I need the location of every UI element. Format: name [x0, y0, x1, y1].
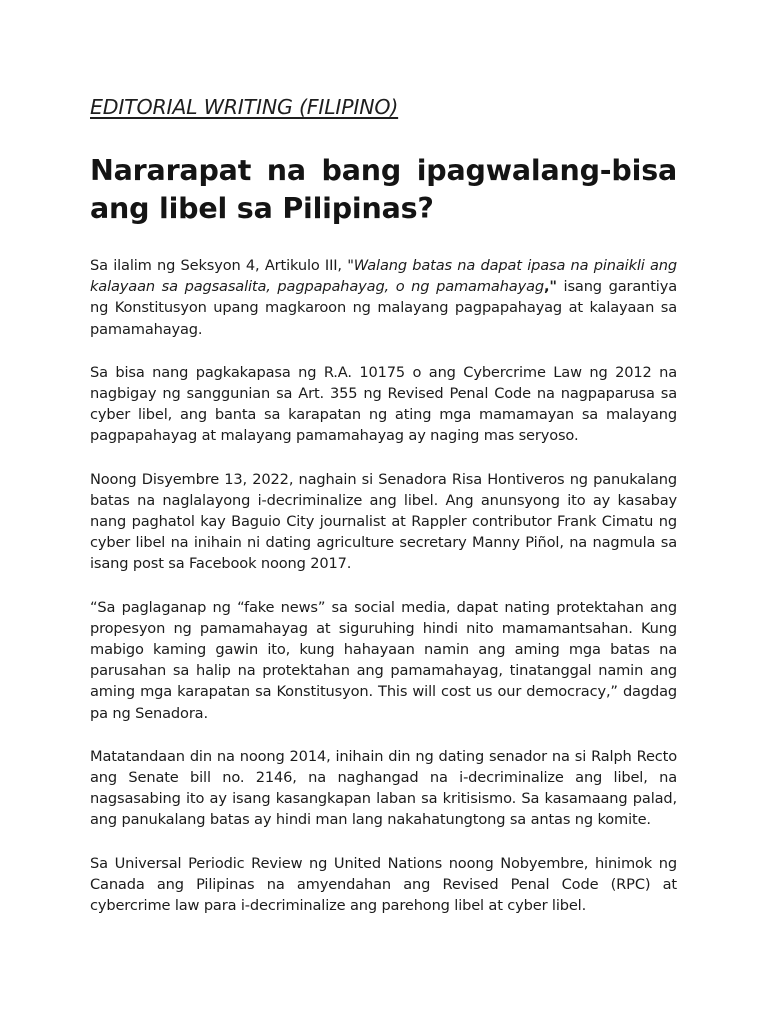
headline: Nararapat na bang ipagwalang-bisa ang libel sa Pilipinas?: [90, 154, 677, 225]
constitution-quote: "Walang batas na dapat ipasa na pinaikli ang kalayaan sa pagsasalita, pagpapahayag, o ng pamamahayag: [90, 257, 677, 296]
paragraph-3: Noong Disyembre 13, 2022, naghain si Senadora Risa Hontiveros ng panukalang batas na naglalayong i-decriminalize ang libel. Ang anunsyong ito ay kasabay nang paghatol kay Baguio City journalist at Rappler contributor Frank Cimatu ng cyber libel na inihain ni dating agriculture secretary Manny Piñol, na nagmula sa isang post sa Facebook noong 2017.: [90, 470, 677, 573]
paragraph-2: Sa bisa nang pagkakapasa ng R.A. 10175 o ang Cybercrime Law ng 2012 na nagbigay ng sanggunian sa Art. 355 ng Revised Penal Code na nagpaparusa sa cyber libel, ang banta sa karapatan ng ating mga mamamayan sa malayang pagpapahayag at malayang pamamahayag ay naging mas seryoso.: [90, 363, 677, 445]
paragraph-1: [90, 255, 677, 340]
document-page: [90, 93, 677, 938]
section-label: EDITORIAL WRITING (FILIPINO): [90, 95, 399, 119]
paragraph-5: Matatandaan din na noong 2014, inihain din ng dating senador na si Ralph Recto ang Senate bill no. 2146, na naghangad na i-decriminalize ang libel, na nagsasabing ito ay isang kasangkapan laban sa kritisismo. Sa kasamaang palad, ang panukalang batas ay hindi man lang nakahatungtong sa antas ng komite.: [90, 747, 677, 829]
paragraph-6: Sa Universal Periodic Review ng United Nations noong Nobyembre, hinimok ng Canada ang Pilipinas na amyendahan ang Revised Penal Code (RPC) at cybercrime law para i-decriminalize ang parehong libel at cyber libel.: [90, 854, 677, 915]
paragraph-4: “Sa paglaganap ng “fake news” sa social media, dapat nating protektahan ang propesyon ng pamamahayag at siguruhing hindi nito mamamantsahan. Kung mabigo kaming gawin ito, kung hahayaan namin ang aming mga batas na parusahan sa halip na protektahan ang pamamahayag, tinatanggal namin ang aming mga karapatan sa Konstitusyon. This will cost us our democracy,” dagdag pa ng Senadora.: [90, 598, 677, 722]
quote-close: ,": [544, 278, 557, 296]
paragraph-1-tail: isang garantiya ng Konstitusyon upang magkaroon ng malayang pagpapahayag at kalayaan sa pamamahayag.: [90, 278, 677, 338]
paragraph-1-lead: Sa ilalim ng Seksyon 4, Artikulo III,: [90, 257, 348, 274]
